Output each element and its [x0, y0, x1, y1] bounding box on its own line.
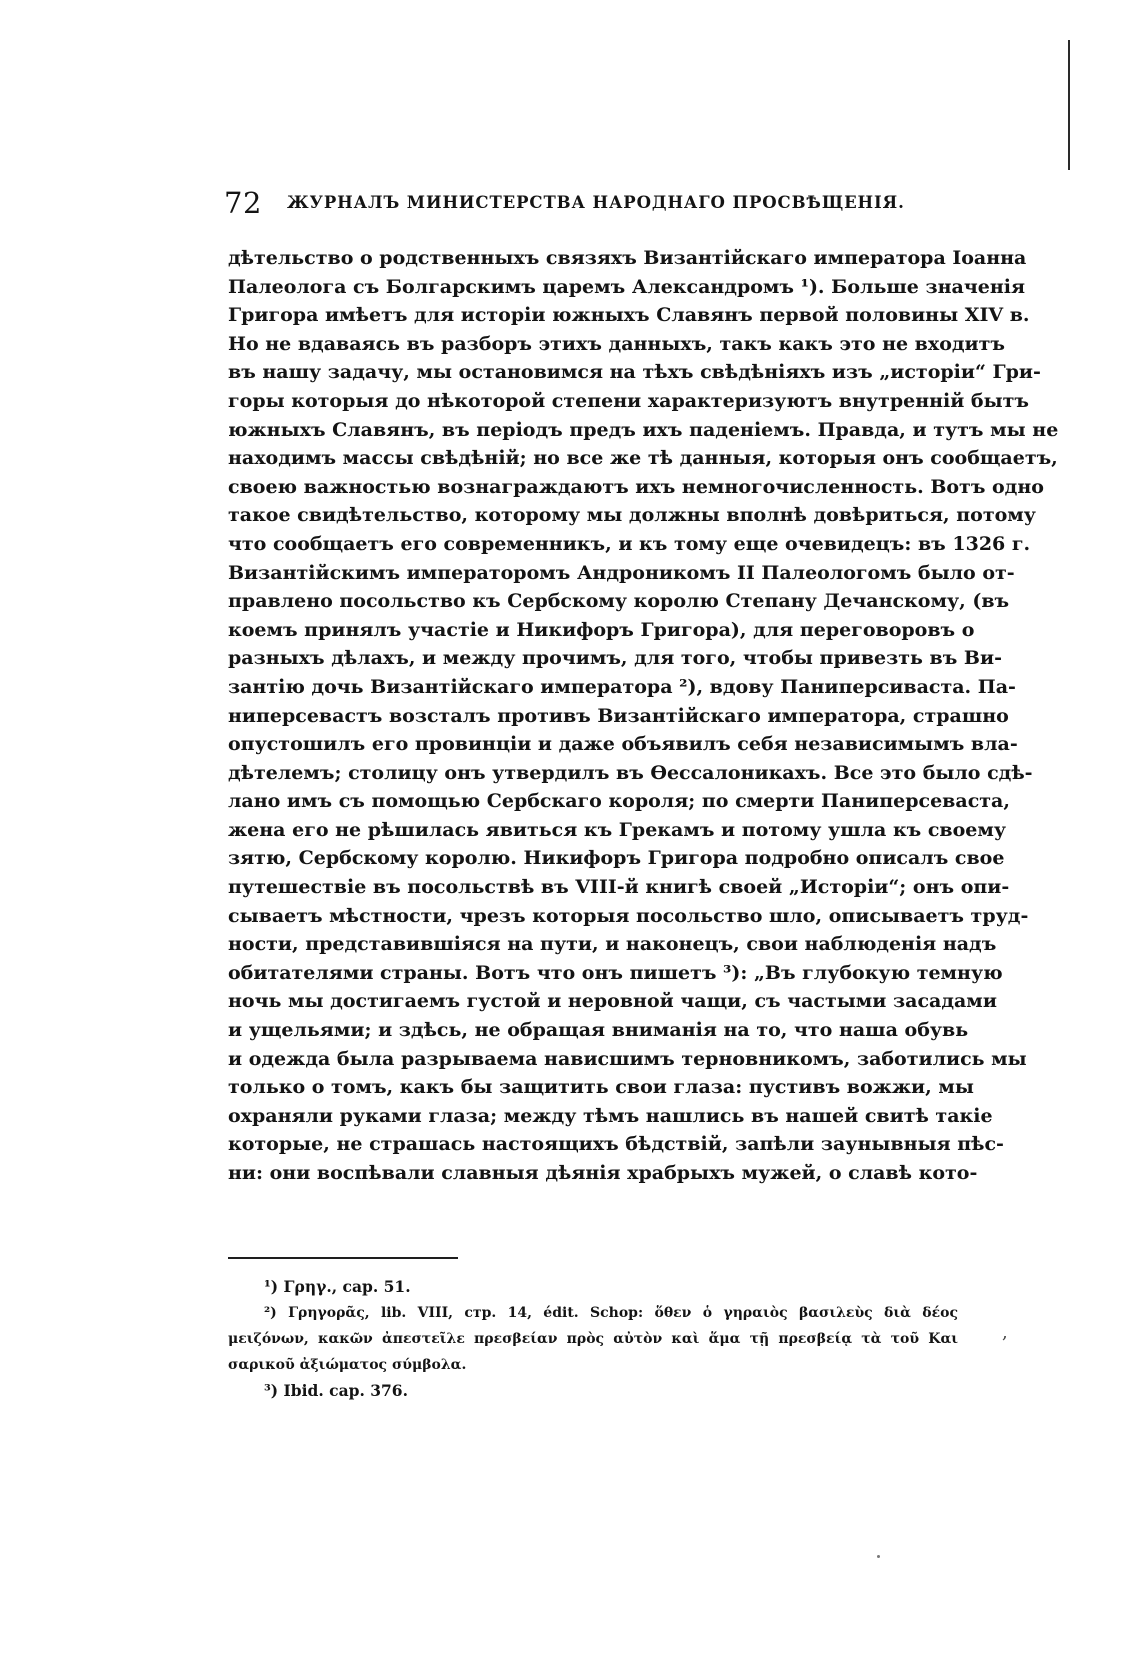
footnote-3: ³) Ibid. cap. 376.	[264, 1381, 408, 1400]
text-line: разныхъ дѣлахъ, и между прочимъ, для того, чтобы привезть въ Ви-	[228, 647, 1002, 670]
text-line: обитателями страны. Вотъ что онъ пишетъ ³): „Въ глубокую темную	[228, 961, 1003, 984]
text-line: путешествіе въ посольствѣ въ VIII-й книгѣ своей „Исторіи“; онъ опи-	[228, 876, 1010, 899]
stray-dot	[877, 1555, 880, 1558]
text-line: зятю, Сербскому королю. Никифоръ Григора подробно описалъ свое	[228, 847, 1005, 870]
footnotes	[228, 1274, 958, 1404]
text-line: своею важностью вознаграждаютъ ихъ немногочисленность. Вотъ одно	[228, 475, 1044, 498]
stray-mark: ,	[1002, 1322, 1008, 1343]
running-head	[224, 186, 954, 220]
text-line: лано имъ съ помощью Сербскаго короля; по смерти Паниперсеваста,	[228, 790, 1010, 813]
page-edge-line	[1068, 40, 1070, 170]
text-line: опустошилъ его провинціи и даже объявилъ себя независимымъ вла-	[228, 733, 1018, 756]
text-line: и одежда была разрываема нависшимъ терновникомъ, заботились мы	[228, 1047, 1027, 1070]
text-line: въ нашу задачу, мы остановимся на тѣхъ свѣдѣніяхъ изъ „исторіи“ Гри-	[228, 361, 1041, 384]
text-line: только о томъ, какъ бы защитить свои глаза: пустивъ вожжи, мы	[228, 1076, 974, 1099]
text-line: ни: они воспѣвали славныя дѣянія храбрыхъ мужей, о славѣ кото-	[228, 1162, 978, 1184]
text-line: правлено посольство къ Сербскому королю Степану Дечанскому, (въ	[228, 590, 1010, 613]
text-line: и ущельями; и здѣсь, не обращая вниманія на то, что наша обувь	[228, 1019, 969, 1042]
text-line: дѣтелемъ; столицу онъ утвердилъ въ Ѳессалоникахъ. Все это было сдѣ-	[228, 761, 1033, 784]
text-line: Византійскимъ императоромъ Андроникомъ II Палеологомъ было от-	[228, 561, 1015, 584]
text-line: Но не вдаваясь въ разборъ этихъ данныхъ, такъ какъ это не входитъ	[228, 332, 1005, 355]
footnote-rule	[228, 1257, 458, 1259]
journal-title: ЖУРНАЛЪ МИНИСТЕРСТВА НАРОДНАГО ПРОСВѢЩЕНІЯ.	[287, 193, 905, 212]
text-line: ночь мы достигаемъ густой и неровной чащи, съ частыми засадами	[228, 990, 997, 1013]
body-text	[228, 244, 1059, 1188]
text-line: зантію дочь Византійскаго императора ²), вдову Паниперсиваста. Па-	[228, 675, 1016, 698]
text-line: сываетъ мѣстности, чрезъ которыя посольство шло, описываетъ труд-	[228, 904, 1029, 927]
footnote-2-continuation: μειζόνων, κακῶν ἀπεστεῖλε πρεσβείαν πρὸς αὐτὸν καὶ ἅμα τῇ πρεσβείᾳ τὰ τοῦ Και	[228, 1331, 958, 1347]
footnote-2: ²) Γρηγορᾶς, lib. VIII, стр. 14, édit. Schop: ὅθεν ὁ γηραιὸς βασιλεὺς διὰ δέος	[264, 1305, 958, 1321]
text-line: ниперсевастъ возсталъ противъ Византійскаго императора, страшно	[228, 704, 1009, 727]
text-line: коемъ принялъ участіе и Никифоръ Григора), для переговоровъ о	[228, 618, 975, 641]
footnote-1: ¹) Γρηγ., cap. 51.	[264, 1277, 411, 1296]
text-line: жена его не рѣшилась явиться къ Грекамъ и потому ушла къ своему	[228, 818, 1007, 841]
text-line: охраняли руками глаза; между тѣмъ нашлись въ нашей свитѣ такіе	[228, 1104, 993, 1127]
text-line: дѣтельство о родственныхъ связяхъ Византійскаго императора Іоанна	[228, 247, 1027, 269]
page-number: 72	[224, 186, 262, 220]
text-line: которые, не страшась настоящихъ бѣдствій, запѣли заунывныя пѣс-	[228, 1133, 1004, 1156]
text-line: такое свидѣтельство, которому мы должны вполнѣ довѣриться, потому	[228, 504, 1036, 527]
text-line: находимъ массы свѣдѣній; но все же тѣ данныя, которыя онъ сообщаетъ,	[228, 447, 1058, 470]
text-line: Палеолога съ Болгарскимъ царемъ Александромъ ¹). Больше значенія	[228, 275, 1025, 298]
text-line: горы которыя до нѣкоторой степени характеризуютъ внутренній бытъ	[228, 389, 1029, 412]
text-line: южныхъ Славянъ, въ періодъ предъ ихъ паденіемъ. Правда, и тутъ мы не	[228, 418, 1059, 441]
text-line: Григора имѣетъ для исторіи южныхъ Славянъ первой половины XIV в.	[228, 304, 1030, 327]
text-line: ности, представившіяся на пути, и наконецъ, свои наблюденія надъ	[228, 933, 997, 956]
footnote-2-end: σαρικοῦ ἀξιώματος σύμβολα.	[228, 1357, 467, 1373]
text-line: что сообщаетъ его современникъ, и къ тому еще очевидецъ: въ 1326 г.	[228, 532, 1031, 555]
